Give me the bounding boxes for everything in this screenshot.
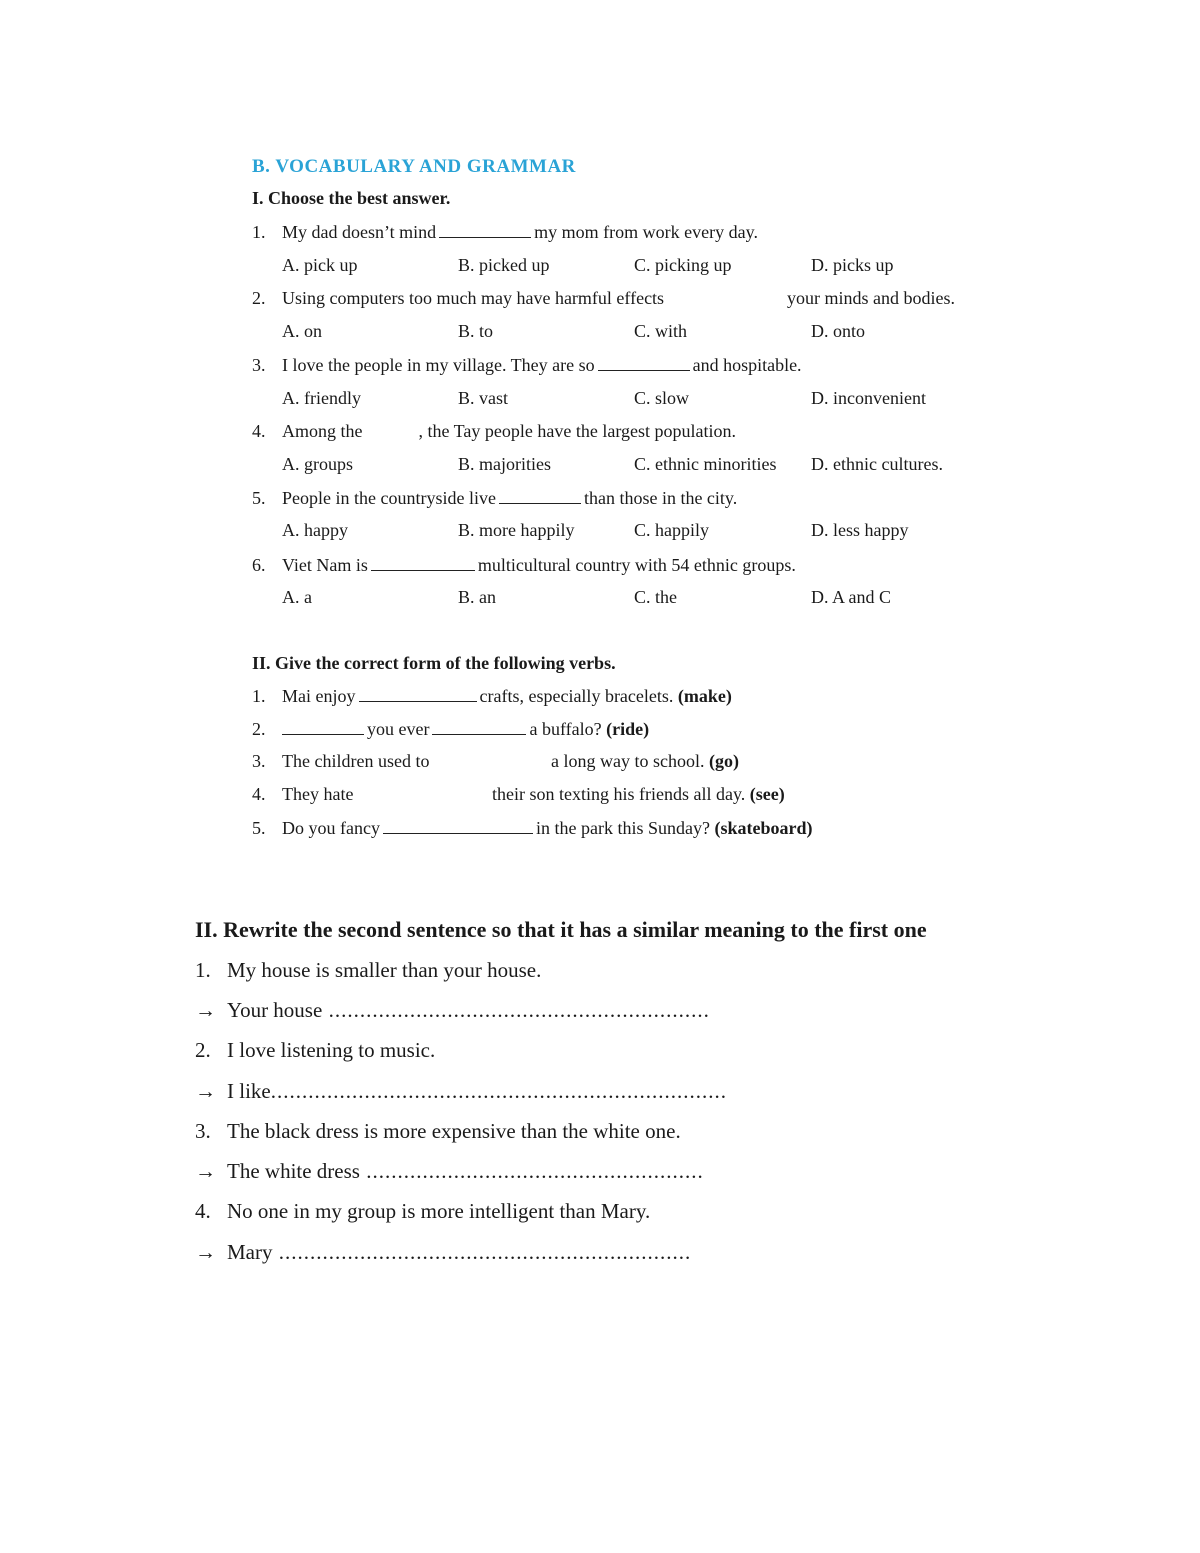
verb-item-1	[252, 685, 732, 707]
item-number: 3.	[252, 751, 266, 771]
question-1	[252, 221, 758, 243]
option-d[interactable]: D. onto	[811, 321, 865, 341]
rewrite-answer-4[interactable]	[195, 1240, 691, 1265]
option-b[interactable]: B. more happily	[458, 520, 575, 540]
sentence-start: Mary	[227, 1240, 273, 1264]
sentence-start: The white dress	[227, 1159, 360, 1183]
answer-blank[interactable]	[282, 718, 364, 735]
answer-blank[interactable]	[359, 685, 477, 702]
item-number: 4.	[195, 1199, 211, 1223]
verb-hint: (make)	[677, 686, 732, 706]
original-sentence: No one in my group is more intelligent than Mary.	[227, 1199, 651, 1223]
question-text-pre: People in the countryside live	[282, 488, 496, 508]
verb-item-2	[252, 718, 649, 740]
verb-item-3	[252, 751, 429, 772]
question-text-post: multicultural country with 54 ethnic groups.	[477, 555, 796, 575]
item-number: 3.	[195, 1119, 211, 1143]
rewrite-item-3	[195, 1119, 681, 1144]
verb-item-3-rest	[551, 751, 739, 772]
question-3	[252, 354, 802, 376]
sentence-start: I like	[227, 1079, 271, 1103]
question-number: 3.	[252, 355, 266, 375]
question-text-pre: Using computers too much may have harmful effects	[282, 288, 665, 308]
item-text-a: Do you fancy	[282, 818, 380, 838]
verb-item-4	[252, 784, 353, 805]
option-b[interactable]: B. vast	[458, 388, 509, 408]
question-6	[252, 554, 796, 576]
answer-blank[interactable]	[371, 554, 475, 571]
verb-hint: (go)	[708, 751, 739, 771]
question-2	[252, 288, 664, 309]
question-text-pre: My dad doesn’t mind	[282, 222, 437, 242]
option-a[interactable]: A. happy	[282, 520, 348, 540]
verb-hint: (ride)	[606, 719, 650, 739]
item-text-b: a buffalo?	[529, 719, 602, 739]
question-text-pre: Among the	[282, 421, 363, 441]
answer-dots[interactable]: .........................................................................	[270, 1079, 727, 1103]
option-c[interactable]: C. with	[634, 321, 688, 341]
option-b[interactable]: B. an	[458, 587, 496, 607]
item-number: 1.	[195, 958, 211, 982]
rewrite-item-1	[195, 958, 541, 983]
item-text-b: their son texting his friends all day.	[492, 784, 746, 804]
item-number: 4.	[252, 784, 266, 804]
rewrite-answer-2[interactable]	[195, 1079, 727, 1104]
option-b[interactable]: B. to	[458, 321, 494, 341]
item-number: 5.	[252, 818, 266, 838]
rewrite-item-4	[195, 1199, 650, 1224]
option-d[interactable]: D. A and C	[811, 587, 892, 607]
question-text-post: my mom from work every day.	[534, 222, 758, 242]
rewrite-title: II. Rewrite the second sentence so that it has a similar meaning to the first one	[195, 917, 927, 942]
question-text-post: and hospitable.	[692, 355, 802, 375]
verb-hint: (skateboard)	[714, 818, 813, 838]
arrow-icon: →	[195, 1079, 216, 1103]
item-text-b: crafts, especially bracelets.	[479, 686, 674, 706]
option-d[interactable]: D. picks up	[811, 255, 894, 275]
item-number: 2.	[252, 719, 266, 739]
answer-blank[interactable]	[598, 354, 690, 371]
arrow-icon: →	[195, 998, 216, 1022]
option-c[interactable]: C. picking up	[634, 255, 732, 275]
original-sentence: I love listening to music.	[227, 1038, 436, 1062]
section-title: B. VOCABULARY AND GRAMMAR	[252, 156, 576, 177]
item-number: 1.	[252, 686, 266, 706]
sentence-start: Your house	[227, 998, 323, 1022]
option-a[interactable]: A. friendly	[282, 388, 361, 408]
part1-title: I. Choose the best answer.	[252, 188, 451, 208]
item-text-b: a long way to school.	[551, 751, 705, 771]
rewrite-item-2	[195, 1038, 435, 1063]
option-a[interactable]: A. pick up	[282, 255, 358, 275]
answer-blank[interactable]	[432, 718, 526, 735]
question-number: 5.	[252, 488, 266, 508]
verb-item-4-rest	[492, 784, 785, 805]
original-sentence: My house is smaller than your house.	[227, 958, 542, 982]
item-number: 2.	[195, 1038, 211, 1062]
option-b[interactable]: B. majorities	[458, 454, 551, 474]
question-5	[252, 487, 737, 509]
option-d[interactable]: D. less happy	[811, 520, 909, 540]
arrow-icon: →	[195, 1159, 216, 1183]
part2-title: II. Give the correct form of the following verbs.	[252, 653, 616, 673]
item-text-mid: you ever	[367, 719, 430, 739]
question-number: 4.	[252, 421, 266, 441]
item-text-a: They hate	[282, 784, 354, 804]
option-c[interactable]: C. happily	[634, 520, 709, 540]
option-b[interactable]: B. picked up	[458, 255, 550, 275]
question-number: 1.	[252, 222, 266, 242]
option-d[interactable]: D. inconvenient	[811, 388, 926, 408]
option-d[interactable]: D. ethnic cultures.	[811, 454, 943, 474]
rewrite-answer-3[interactable]	[195, 1159, 704, 1184]
question-number: 2.	[252, 288, 266, 308]
question-text-post: than those in the city.	[583, 488, 738, 508]
question-text-post: your minds and bodies.	[787, 288, 955, 308]
verb-hint: (see)	[749, 784, 785, 804]
original-sentence: The black dress is more expensive than the white one.	[227, 1119, 681, 1143]
arrow-icon: →	[195, 1240, 216, 1264]
question-text-pre: Viet Nam is	[282, 555, 368, 575]
rewrite-answer-1[interactable]	[195, 998, 710, 1023]
answer-dots[interactable]: ......................................................	[359, 1159, 704, 1183]
option-a[interactable]: A. on	[282, 321, 322, 341]
option-c[interactable]: C. slow	[634, 388, 690, 408]
question-4	[252, 421, 736, 442]
answer-dots[interactable]: .............................................................	[322, 998, 710, 1022]
verb-item-5	[252, 817, 812, 839]
option-a[interactable]: A. a	[282, 587, 312, 607]
answer-dots[interactable]: ..................................................................	[272, 1240, 692, 1264]
answer-blank[interactable]	[499, 487, 581, 504]
question-text-post: , the Tay people have the largest population.	[418, 421, 736, 441]
option-a[interactable]: A. groups	[282, 454, 353, 474]
item-text-b: in the park this Sunday?	[535, 818, 710, 838]
answer-blank[interactable]	[439, 221, 531, 238]
option-c[interactable]: C. the	[634, 587, 677, 607]
answer-blank[interactable]	[383, 817, 533, 834]
item-text-a: The children used to	[282, 751, 430, 771]
option-c[interactable]: C. ethnic minorities	[634, 454, 777, 474]
question-number: 6.	[252, 555, 266, 575]
question-text-pre: I love the people in my village. They are so	[282, 355, 595, 375]
item-text-a: Mai enjoy	[282, 686, 356, 706]
